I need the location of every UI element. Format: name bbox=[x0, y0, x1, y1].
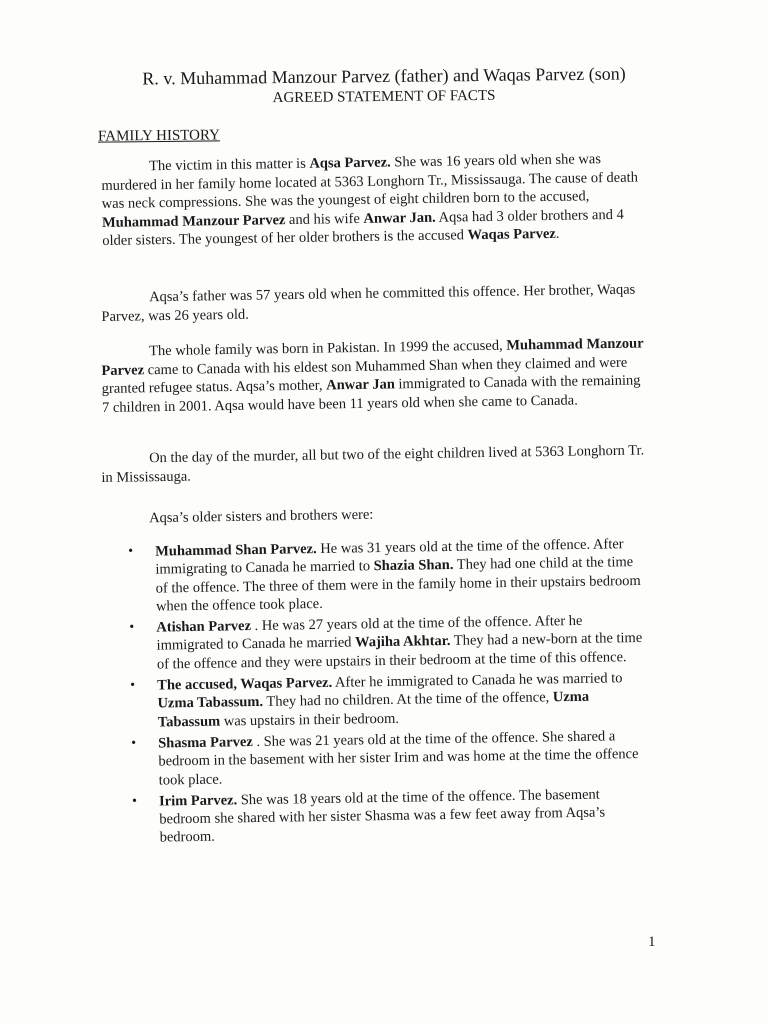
text-run: came to Canada with his eldest son Muhammed Shan when they claimed and were granted refugee status. Aqsa’s mother, bbox=[101, 354, 628, 398]
bold-name: Aqsa Parvez. bbox=[309, 154, 391, 172]
bold-name: Shasma Parvez bbox=[158, 734, 253, 752]
text-run: They had one child at the time of the offence. The three of them were in the family home in their upstairs bedroom when the offence took place. bbox=[155, 554, 641, 615]
text-run: Aqsa had 3 older brothers and 4 older sisters. The youngest of her older brothers is the accused bbox=[102, 206, 624, 250]
bold-name: Shazia Shan. bbox=[373, 557, 454, 575]
paragraph-residence bbox=[101, 441, 650, 487]
list-item bbox=[129, 611, 650, 674]
list-item bbox=[131, 727, 652, 790]
bold-name: Muhammad Shan Parvez. bbox=[155, 541, 317, 560]
text-run: They had a new-born at the time of the offence and they were upstairs in their bedroom at the time of this offence. bbox=[156, 630, 643, 673]
text-run: After he immigrated to Canada he was married to bbox=[332, 670, 623, 691]
bold-name: Irim Parvez. bbox=[158, 792, 238, 810]
list-item bbox=[132, 785, 653, 848]
text-run: The victim in this matter is bbox=[149, 155, 310, 175]
text-run: On the day of the murder, all but two of the eight children lived at 5363 Longhorn Tr. in Mississauga. bbox=[101, 442, 645, 486]
bullet-icon: • bbox=[129, 620, 135, 636]
bold-name: Waqas Parvez bbox=[467, 226, 556, 244]
page-number: 1 bbox=[648, 934, 656, 950]
bold-name: Muhammad Manzour Parvez bbox=[101, 335, 644, 379]
bold-name: Uzma Tabassum. bbox=[157, 694, 264, 712]
text-run: They had no children. At the time of the offence, bbox=[262, 689, 553, 711]
text-run: She was 18 years old at the time of the offence. The basement bedroom she shared with her sister Shasma was a few feet away from Aqsa’s bedroom. bbox=[159, 786, 606, 846]
siblings-list bbox=[128, 535, 653, 851]
bullet-icon: • bbox=[128, 543, 134, 559]
paragraph-siblings-intro bbox=[101, 501, 649, 528]
bullet-icon: • bbox=[131, 735, 137, 751]
bold-name: Atishan Parvez bbox=[156, 618, 252, 636]
list-item bbox=[128, 535, 649, 616]
list-item bbox=[130, 669, 651, 732]
paragraph-victim bbox=[101, 149, 650, 251]
text-run: . He was 27 years old at the time of the offence. After he immigrated to Canada he married bbox=[156, 613, 583, 655]
bold-name: Wajiha Akhtar. bbox=[354, 633, 451, 651]
bullet-icon: • bbox=[130, 677, 136, 694]
document-subtitle: AGREED STATEMENT OF FACTS bbox=[272, 87, 496, 107]
section-heading: FAMILY HISTORY bbox=[97, 127, 221, 145]
text-run: Aqsa’s older sisters and brothers were: bbox=[149, 506, 374, 527]
document-title: R. v. Muhammad Manzour Parvez (father) and Waqas Parvez (son) bbox=[142, 63, 626, 89]
text-run: Aqsa’s father was 57 years old when he committed this offence. Her brother, Waqas Parvez, was 26 years old. bbox=[101, 281, 636, 325]
text-run: He was 31 years old at the time of the offence. After immigrating to Canada he married to bbox=[155, 536, 624, 578]
bold-name: Muhammad Manzour Parvez bbox=[101, 211, 286, 231]
text-run: . She was 21 years old at the time of the offence. She shared a bedroom in the basement with her sister Irim and was home at the time the offence took place. bbox=[158, 728, 639, 789]
bold-name: The accused, Waqas Parvez. bbox=[157, 674, 333, 694]
paragraph-immigration bbox=[101, 334, 650, 417]
bullet-icon: • bbox=[131, 793, 138, 809]
bold-name: Anwar Jan. bbox=[363, 209, 436, 227]
text-run: She was 16 years old when she was murdered in her family home located at 5363 Longhorn Tr., Mississauga. The cause of death was neck compressions. She was the youngest of eight children born to the accused, bbox=[101, 151, 639, 213]
bold-name: Uzma Tabassum bbox=[157, 689, 590, 731]
text-run: . bbox=[555, 226, 560, 243]
text-run: was upstairs in their bedroom. bbox=[220, 710, 400, 730]
text-run: and his wife bbox=[285, 210, 364, 228]
bold-name: Anwar Jan bbox=[326, 376, 395, 394]
paragraph-ages bbox=[101, 280, 650, 326]
text-run: The whole family was born in Pakistan. In 1999 the accused, bbox=[149, 337, 507, 360]
text-run: immigrated to Canada with the remaining 7 children in 2001. Aqsa would have been 11 years old when she came to Canada. bbox=[101, 372, 641, 416]
